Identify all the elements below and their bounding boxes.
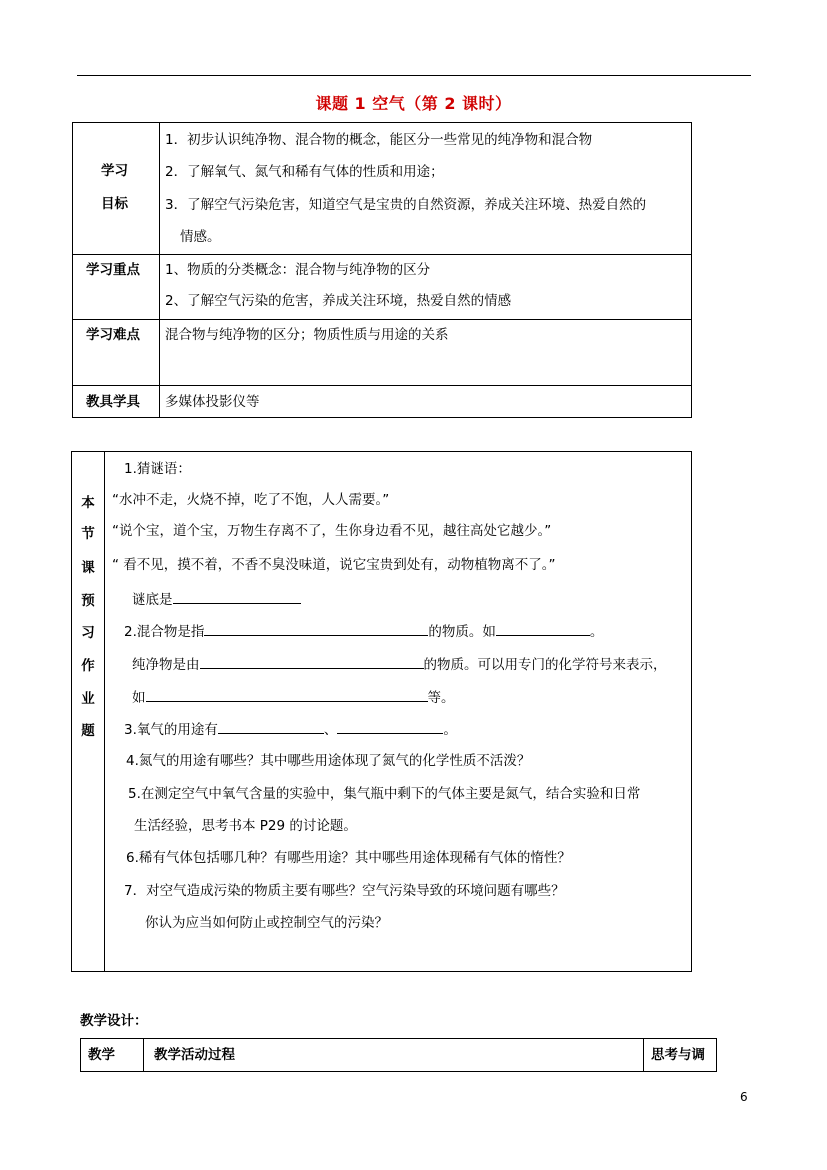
q3-text: 。 xyxy=(443,722,457,738)
q2-text: 纯净物是由 xyxy=(132,657,200,673)
riddle-line: “水冲不走，火烧不掉，吃了不饱，人人需要。” xyxy=(112,492,390,508)
key-point-item: 1、物质的分类概念：混合物与纯净物的区分 xyxy=(165,262,431,278)
question-4: 4.氮气的用途有哪些？其中哪些用途体现了氮气的化学性质不活泼？ xyxy=(126,753,531,769)
q3-text: 3.氧气的用途有 xyxy=(124,722,218,738)
objective-item: 1．初步认识纯净物、混合物的概念，能区分一些常见的纯净物和混合物 xyxy=(165,132,593,148)
q2-text: 等。 xyxy=(427,690,455,706)
side-label-char: 业 xyxy=(81,691,95,707)
question-5-line-2: 生活经验，思考书本 P29 的讨论题。 xyxy=(134,818,357,834)
question-2-line-1 xyxy=(124,621,603,641)
objective-item: 2．了解氧气、氮气和稀有气体的性质和用途； xyxy=(165,164,444,180)
question-2-line-2 xyxy=(132,654,667,674)
riddle-title: 1.猜谜语： xyxy=(124,461,191,477)
design-header: 思考与调 xyxy=(651,1047,705,1063)
side-label-char: 题 xyxy=(81,723,95,739)
tools-header: 教具学具 xyxy=(86,394,140,410)
answer-blank[interactable] xyxy=(218,719,324,734)
answer-blank[interactable] xyxy=(204,621,428,636)
design-label: 教学设计： xyxy=(80,1013,148,1029)
objective-item: 情感。 xyxy=(180,229,221,245)
answer-blank[interactable] xyxy=(496,621,590,636)
question-7-line-2: 你认为应当如何防止或控制空气的污染？ xyxy=(145,915,388,931)
key-points-header: 学习重点 xyxy=(86,262,140,278)
riddle-line: “ 看不见，摸不着，不香不臭没味道，说它宝贵到处有，动物植物离不了。” xyxy=(112,557,556,573)
question-5-line-1: 5.在测定空气中氧气含量的实验中，集气瓶中剩下的气体主要是氮气，结合实验和日常 xyxy=(128,786,641,802)
objectives-header-2: 目标 xyxy=(101,196,128,212)
objective-item: 3．了解空气污染危害，知道空气是宝贵的自然资源，养成关注环境、热爱自然的 xyxy=(165,197,647,213)
q2-text: 的物质。可以用专门的化学符号来表示， xyxy=(423,657,667,673)
answer-blank[interactable] xyxy=(200,654,424,669)
side-label-char: 节 xyxy=(81,526,95,542)
answer-blank[interactable] xyxy=(337,719,443,734)
question-3 xyxy=(124,719,457,739)
side-label-char: 本 xyxy=(81,495,95,511)
riddle-line: “说个宝，道个宝，万物生存离不了，生你身边看不见，越往高处它越少。” xyxy=(112,523,552,539)
question-6: 6.稀有气体包括哪几种？有哪些用途？其中哪些用途体现稀有气体的惰性？ xyxy=(126,850,571,866)
side-label-char: 课 xyxy=(81,560,95,576)
q2-text: 如 xyxy=(132,690,146,706)
q2-text: 。 xyxy=(589,624,604,640)
objectives-header-1: 学习 xyxy=(101,163,128,179)
top-rule xyxy=(77,75,751,76)
side-label-char: 作 xyxy=(81,658,95,674)
riddle-answer xyxy=(132,589,301,609)
q2-text: 2.混合物是指 xyxy=(124,624,205,640)
difficulty-header: 学习难点 xyxy=(86,327,140,343)
design-header: 教学 xyxy=(88,1047,115,1063)
q2-text: 的物质。如 xyxy=(428,624,496,640)
question-2-line-3 xyxy=(132,687,455,707)
page-number: 6 xyxy=(740,1090,748,1104)
side-label-char: 预 xyxy=(81,593,95,609)
answer-label: 谜底是 xyxy=(132,592,173,608)
side-label-char: 习 xyxy=(81,625,95,641)
design-header: 教学活动过程 xyxy=(154,1047,235,1063)
page-title: 课题 1 空气（第 2 课时） xyxy=(315,94,512,113)
key-point-item: 2、了解空气污染的危害，养成关注环境，热爱自然的情感 xyxy=(165,293,512,309)
q3-text: 、 xyxy=(323,722,338,738)
answer-blank[interactable] xyxy=(146,687,428,702)
difficulty-item: 混合物与纯净物的区分；物质性质与用途的关系 xyxy=(165,327,449,343)
answer-blank[interactable] xyxy=(173,589,301,604)
tools-item: 多媒体投影仪等 xyxy=(165,394,260,410)
question-7-line-1: 7．对空气造成污染的物质主要有哪些？空气污染导致的环境问题有哪些？ xyxy=(124,883,565,899)
